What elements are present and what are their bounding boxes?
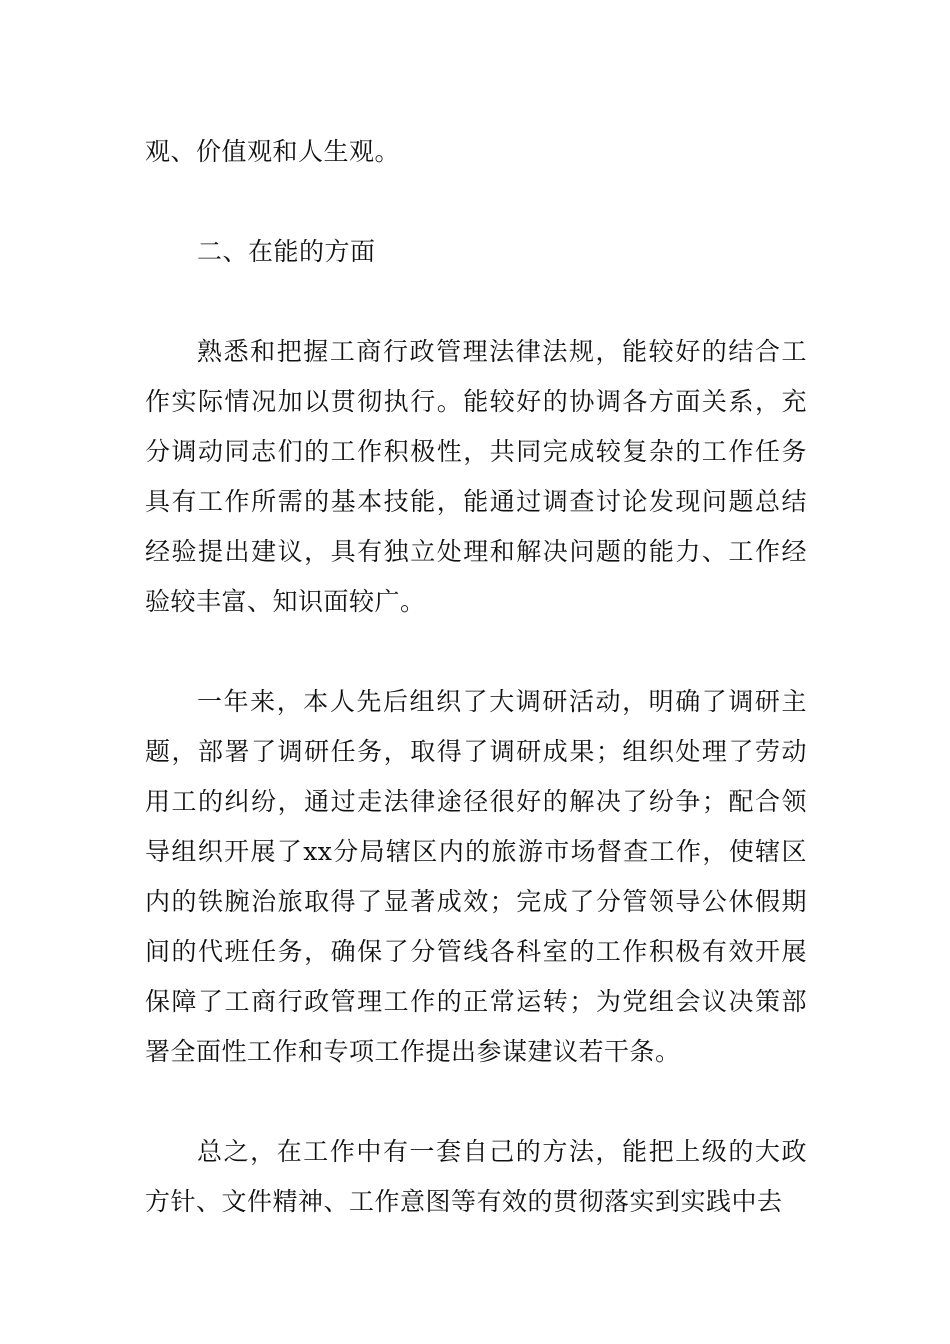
paragraph-achievements: 一年来，本人先后组织了大调研活动，明确了调研主题，部署了调研任务，取得了调研成果；组织处理了劳动用工的纠纷，通过走法律途径很好的解决了纷争；配合领导组织开展了xx分局辖区内的旅游市场督查工作，使辖区内的铁腕治旅取得了显著成效；完成了分管领导公休假期间的代班任务，确保了分管线各科室的工作积极有效开展保障了工商行政管理工作的正常运转；为党组会议决策部署全面性工作和专项工作提出参谋建议若干条。 (145, 687, 807, 1066)
paragraph-summary: 总之，在工作中有一套自己的方法，能把上级的大政方针、文件精神、工作意图等有效的贯彻落实到实践中去 (145, 1137, 807, 1216)
paragraph-abilities: 熟悉和把握工商行政管理法律法规，能较好的结合工作实际情况加以贯彻执行。能较好的协调各方面关系，充分调动同志们的工作积极性，共同完成较复杂的工作任务具有工作所需的基本技能，能通过调查讨论发现问题总结经验提出建议，具有独立处理和解决问题的能力、工作经验较丰富、知识面较广。 (145, 337, 807, 616)
paragraph-spacer (145, 1077, 807, 1127)
paragraph-spacer (145, 277, 807, 327)
document-body (145, 127, 807, 1227)
paragraph-spacer (145, 627, 807, 677)
section-heading: 二、在能的方面 (197, 237, 376, 266)
paragraph-continuation: 观、价值观和人生观。 (145, 137, 401, 166)
paragraph-spacer (145, 177, 807, 227)
